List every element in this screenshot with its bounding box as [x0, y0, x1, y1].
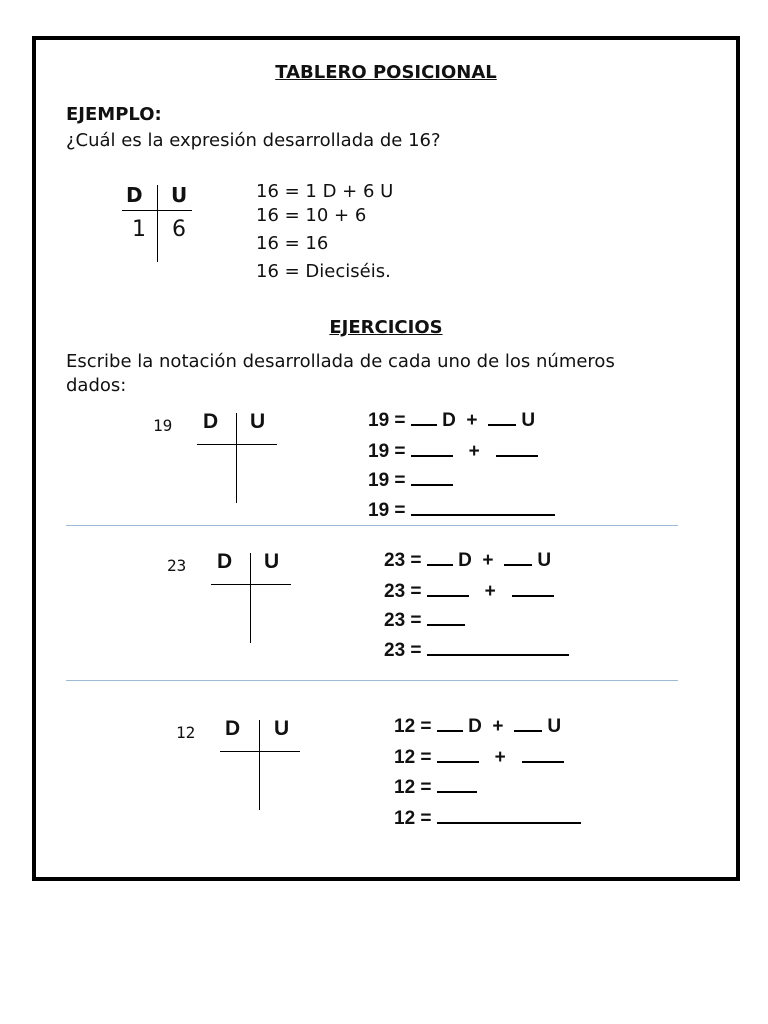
example-line-3: 16 = 16: [256, 233, 329, 254]
equation-prefix: 12 =: [394, 716, 432, 737]
exercise-line-2: [368, 441, 538, 463]
exercise-header-u: U: [274, 717, 290, 740]
answer-blank[interactable]: [411, 410, 437, 426]
exercise-table-vline: [259, 720, 260, 810]
equation-prefix: 23 =: [384, 550, 422, 571]
exercise-header-u: U: [264, 550, 280, 573]
equation-prefix: 12 =: [394, 747, 432, 768]
tens-label: D: [442, 410, 456, 431]
exercise-line-1: [368, 410, 535, 432]
tens-label: D: [458, 550, 472, 571]
answer-blank[interactable]: [427, 581, 469, 597]
answer-blank[interactable]: [504, 550, 532, 566]
plus-sign: +: [482, 550, 494, 571]
answer-blank[interactable]: [522, 747, 564, 763]
plus-sign: +: [468, 441, 480, 462]
units-label: U: [521, 410, 536, 431]
equation-prefix: 19 =: [368, 410, 406, 431]
exercise-header-d: D: [203, 410, 219, 433]
exercise-line-2: [384, 581, 554, 603]
example-question: ¿Cuál es la expresión desarrollada de 16?: [66, 130, 441, 151]
answer-blank[interactable]: [437, 808, 581, 824]
tens-label: D: [468, 716, 482, 737]
equation-prefix: 23 =: [384, 610, 422, 631]
instruction-text: Escribe la notación desarrollada de cada uno de los números dados:: [66, 351, 615, 396]
exercise-line-3: [368, 470, 453, 492]
answer-blank[interactable]: [427, 550, 453, 566]
exercise-line-3: [394, 777, 477, 799]
answer-blank[interactable]: [427, 640, 569, 656]
exercise-line-1: [384, 550, 551, 572]
equation-prefix: 19 =: [368, 470, 406, 491]
exercise-number: 12: [176, 723, 196, 742]
answer-blank[interactable]: [437, 716, 463, 732]
exercise-line-4: [368, 500, 555, 522]
section-divider: [66, 525, 678, 526]
equation-prefix: 23 =: [384, 640, 422, 661]
exercise-table-hline: [197, 444, 277, 445]
plus-sign: +: [494, 747, 506, 768]
exercise-number: 19: [153, 416, 173, 435]
answer-blank[interactable]: [496, 441, 538, 457]
exercises-title: EJERCICIOS: [329, 317, 443, 338]
example-digit-u: 6: [172, 217, 186, 242]
exercise-number: 23: [167, 556, 187, 575]
example-digit-d: 1: [132, 217, 146, 242]
exercise-table-vline: [250, 553, 251, 643]
plus-sign: +: [466, 410, 478, 431]
answer-blank[interactable]: [514, 716, 542, 732]
example-line-4: 16 = Dieciséis.: [256, 261, 391, 282]
equation-prefix: 19 =: [368, 441, 406, 462]
plus-sign: +: [492, 716, 504, 737]
exercise-table-vline: [236, 413, 237, 503]
exercise-line-4: [394, 808, 581, 830]
exercise-table-hline: [220, 751, 300, 752]
equation-prefix: 19 =: [368, 500, 406, 521]
exercise-header-u: U: [250, 410, 266, 433]
example-line-1: 16 = 1 D + 6 U: [256, 181, 394, 202]
exercise-line-1: [394, 716, 561, 738]
equation-prefix: 12 =: [394, 808, 432, 829]
answer-blank[interactable]: [411, 500, 555, 516]
exercise-table-hline: [211, 584, 291, 585]
answer-blank[interactable]: [437, 747, 479, 763]
section-divider: [66, 680, 678, 681]
answer-blank[interactable]: [427, 610, 465, 626]
exercise-header-d: D: [217, 550, 233, 573]
equation-prefix: 23 =: [384, 581, 422, 602]
example-label: EJEMPLO:: [66, 104, 162, 125]
exercise-header-d: D: [225, 717, 241, 740]
answer-blank[interactable]: [488, 410, 516, 426]
equation-prefix: 12 =: [394, 777, 432, 798]
page-title: TABLERO POSICIONAL: [275, 62, 497, 83]
example-table-vline: [157, 185, 158, 262]
answer-blank[interactable]: [411, 441, 453, 457]
plus-sign: +: [484, 581, 496, 602]
example-header-d: D: [126, 183, 143, 207]
units-label: U: [547, 716, 562, 737]
exercise-line-4: [384, 640, 569, 662]
example-header-u: U: [171, 183, 188, 207]
exercise-line-3: [384, 610, 465, 632]
example-line-2: 16 = 10 + 6: [256, 205, 367, 226]
exercise-line-2: [394, 747, 564, 769]
answer-blank[interactable]: [437, 777, 477, 793]
worksheet-frame: [32, 36, 740, 881]
answer-blank[interactable]: [512, 581, 554, 597]
units-label: U: [537, 550, 552, 571]
answer-blank[interactable]: [411, 470, 453, 486]
